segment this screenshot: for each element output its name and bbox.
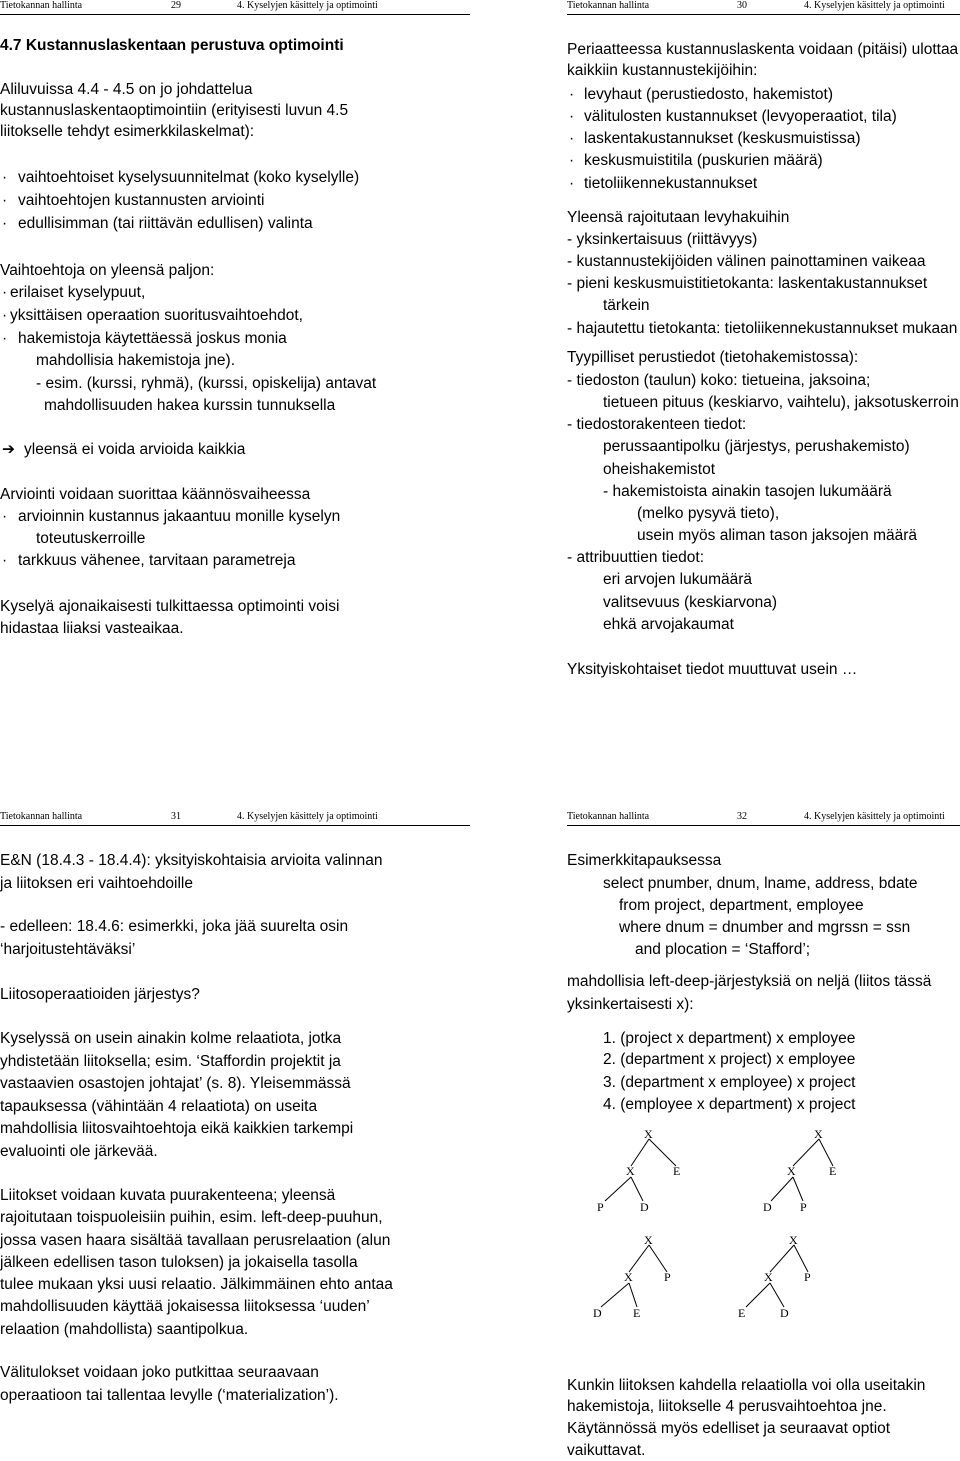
text-line: Yleensä rajoitutaan levyhakuihin [567, 209, 790, 226]
header-chapter: 4. Kyselyjen käsittely ja optimointi [804, 811, 945, 822]
tree-node-leaf: D [763, 1200, 772, 1214]
sql-line: select pnumber, dnum, lname, address, bdate [603, 875, 918, 892]
header-title: Tietokannan hallinta [567, 811, 650, 822]
text-line: yleensä ei voida arvioida kaikkia [24, 441, 246, 458]
bullet-icon: · [2, 284, 8, 301]
bullet-icon: · [2, 192, 8, 209]
tree-node-leaf: P [800, 1200, 807, 1214]
bullet-text: vaihtoehtojen kustannusten arviointi [18, 192, 265, 209]
text-line: hakemistoja, liitokselle 4 perusvaihtoehtoa jne. [567, 1398, 887, 1415]
bullet-text: hakemistoja käytettäessä joskus monia [18, 330, 287, 347]
text-line: Esimerkkitapauksessa [567, 852, 722, 869]
text-line: Aliluvuissa 4.4 - 4.5 on jo johdattelua [0, 81, 253, 98]
tree-node-join: X [624, 1270, 633, 1284]
bullet-icon: · [2, 508, 8, 525]
tree-node-root: X [644, 1129, 653, 1141]
text-line: tapauksessa (vähintään 4 relaatiota) on useita [0, 1098, 318, 1115]
bullet-text: levyhaut (perustiedosto, hakemistot) [584, 86, 833, 103]
tree-node-join: X [764, 1270, 773, 1284]
text-line: Kunkin liitoksen kahdella relaatiolla voi olla useitakin [567, 1377, 926, 1394]
text-line: vastaavien osastojen johtajat’ (s. 8). Yleisemmässä [0, 1075, 351, 1092]
ordering-item: 3. (department x employee) x project [603, 1074, 856, 1091]
header-title: Tietokannan hallinta [0, 811, 83, 822]
text-line: Arviointi voidaan suorittaa käännösvaiheessa [0, 486, 311, 503]
text-line: yhdistetään liitoksella; esim. ‘Staffordin projektit ja [0, 1053, 341, 1070]
bullet-icon: · [569, 152, 575, 169]
text-line: Vaihtoehtoja on yleensä paljon: [0, 262, 215, 279]
text-line: kaikkiin kustannustekijöihin: [567, 62, 758, 79]
text-line: tietueen pituus (keskiarvo, vaihtelu), jaksotuskerroin [603, 394, 959, 411]
bullet-text: arvioinnin kustannus jakaantuu monille kyselyn [18, 508, 341, 525]
text-line: Liitosoperaatioiden järjestys? [0, 986, 200, 1003]
text-line: valitsevuus (keskiarvona) [603, 594, 778, 611]
tree-node-leaf: E [738, 1306, 746, 1320]
bullet-text: välitulosten kustannukset (levyoperaatiot, tila) [584, 108, 897, 125]
text-line: eri arvojen lukumäärä [603, 571, 753, 588]
ordering-item: 1. (project x department) x employee [603, 1030, 856, 1047]
text-line: tulee mukaan yksi uusi relaatio. Jälkimmäinen ehto antaa [0, 1276, 393, 1293]
text-line: kustannuslaskentaoptimointiin (erityisesti luvun 4.5 [0, 102, 349, 119]
ordering-item: 4. (employee x department) x project [603, 1096, 856, 1113]
text-line: usein myös aliman tason jaksojen määrä [637, 527, 917, 544]
arrow-right-icon: ➔ [2, 441, 15, 458]
text-line: ‘harjoitustehtäväksi’ [0, 941, 136, 958]
bullet-icon: · [569, 175, 575, 192]
bullet-text: vaihtoehtoiset kyselysuunnitelmat (koko kyselylle) [18, 169, 360, 186]
tree-node-right: E [829, 1164, 837, 1178]
text-line: toteutuskerroille [36, 530, 146, 547]
text-line: Periaatteessa kustannuslaskenta voidaan (pitäisi) ulottaa [567, 41, 959, 58]
page-29 [0, 0, 470, 700]
text-line: yksinkertaisesti x): [567, 996, 694, 1013]
tree-node-root: X [644, 1235, 653, 1247]
bullet-text: tietoliikennekustannukset [584, 175, 758, 192]
page-31 [0, 811, 470, 1461]
page-header [0, 0, 470, 15]
page-header [567, 0, 960, 15]
text-line: liitokselle tehdyt esimerkkilaskelmat): [0, 123, 255, 140]
bullet-icon: · [569, 130, 575, 147]
page-header [567, 811, 960, 826]
tree-node-right: P [804, 1270, 811, 1284]
join-tree-1 [587, 1129, 707, 1219]
text-line: perussaantipolku (järjestys, perushakemisto) [603, 438, 910, 455]
sql-line: where dnum = dnumber and mgrssn = ssn [619, 919, 911, 936]
header-chapter: 4. Kyselyjen käsittely ja optimointi [237, 811, 378, 822]
bullet-text: tarkkuus vähenee, tarvitaan parametreja [18, 552, 296, 569]
join-tree-3 [587, 1235, 707, 1325]
text-line: - hajautettu tietokanta: tietoliikennekustannukset mukaan [567, 320, 958, 337]
text-line: Käytännössä myös edelliset ja seuraavat optiot [567, 1420, 891, 1437]
page-number: 29 [171, 0, 181, 11]
text-line: Yksityiskohtaiset tiedot muuttuvat usein … [567, 661, 858, 678]
text-line: tärkein [603, 297, 650, 314]
text-line: relaation (mahdollista) saantipolkua. [0, 1321, 249, 1338]
text-line: mahdollisia left-deep-järjestyksiä on neljä (liitos tässä [567, 973, 932, 990]
tree-node-root: X [789, 1235, 798, 1247]
tree-node-leaf: D [780, 1306, 789, 1320]
bullet-text: yksittäisen operaation suoritusvaihtoehdot, [10, 307, 303, 324]
bullet-icon: · [2, 169, 8, 186]
text-line: - pieni keskusmuistitietokanta: laskentakustannukset [567, 275, 928, 292]
text-line: hidastaa liiaksi vasteaikaa. [0, 620, 184, 637]
tree-node-join: X [787, 1164, 796, 1178]
text-line: vaikuttavat. [567, 1442, 646, 1459]
bullet-text: erilaiset kyselypuut, [10, 284, 146, 301]
text-line: - edelleen: 18.4.6: esimerkki, joka jää suurelta osin [0, 918, 349, 935]
text-line: rajoitutaan toispuoleisiin puihin, esim. left-deep-puuhun, [0, 1209, 383, 1226]
text-line: evaluointi ole järkevää. [0, 1143, 158, 1160]
text-line: mahdollisuuden hakea kurssin tunnuksella [44, 397, 336, 414]
tree-node-leaf: D [593, 1306, 602, 1320]
text-line: Välitulokset voidaan joko putkittaa seuraavaan [0, 1364, 319, 1381]
text-line: ja liitoksen eri vaihtoehdoille [0, 875, 194, 892]
text-line: Kyselyssä on usein ainakin kolme relaatiota, jotka [0, 1030, 342, 1047]
page-header [0, 811, 470, 826]
text-line: (melko pysyvä tieto), [637, 505, 780, 522]
text-line: ehkä arvojakaumat [603, 616, 734, 633]
header-chapter: 4. Kyselyjen käsittely ja optimointi [237, 0, 378, 11]
sql-line: from project, department, employee [619, 897, 864, 914]
text-line: mahdollisuuden käyttää jokaisessa liitoksessa ‘uuden’ [0, 1298, 370, 1315]
tree-node-leaf: P [597, 1200, 604, 1214]
text-line: - tiedoston (taulun) koko: tietueina, jaksoina; [567, 372, 871, 389]
text-line: mahdollisia liitosvaihtoehtoja eikä kaikkien tarkempi [0, 1120, 354, 1137]
text-line: Kyselyä ajonaikaisesti tulkittaessa optimointi voisi [0, 598, 340, 615]
header-chapter: 4. Kyselyjen käsittely ja optimointi [804, 0, 945, 11]
text-line: - hakemistoista ainakin tasojen lukumäärä [603, 483, 892, 500]
page-30 [567, 0, 960, 700]
bullet-text: keskusmuistitila (puskurien määrä) [584, 152, 823, 169]
text-line: - attribuuttien tiedot: [567, 549, 704, 566]
header-title: Tietokannan hallinta [0, 0, 83, 11]
bullet-text: laskentakustannukset (keskusmuistissa) [584, 130, 861, 147]
text-line: - yksinkertaisuus (riittävyys) [567, 231, 758, 248]
bullet-icon: · [2, 552, 8, 569]
text-line: operaatioon tai tallentaa levylle (‘materialization’). [0, 1387, 339, 1404]
text-line: E&N (18.4.3 - 18.4.4): yksityiskohtaisia arvioita valinnan [0, 852, 383, 869]
bullet-text: edullisimman (tai riittävän edullisen) valinta [18, 215, 313, 232]
tree-node-root: X [814, 1129, 823, 1141]
bullet-icon: · [569, 86, 575, 103]
page-number: 30 [737, 0, 747, 11]
join-tree-2 [757, 1129, 877, 1219]
ordering-item: 2. (department x project) x employee [603, 1051, 856, 1068]
tree-node-leaf: D [640, 1200, 649, 1214]
text-line: Liitokset voidaan kuvata puurakenteena; yleensä [0, 1187, 336, 1204]
page-number: 32 [737, 811, 747, 822]
text-line: - esim. (kurssi, ryhmä), (kurssi, opiskelija) antavat [36, 375, 377, 392]
join-tree-4 [732, 1235, 852, 1325]
bullet-icon: · [2, 307, 8, 324]
bullet-icon: · [2, 215, 8, 232]
section-heading: 4.7 Kustannuslaskentaan perustuva optimointi [0, 37, 344, 54]
text-line: Tyypilliset perustiedot (tietohakemistossa): [567, 349, 859, 366]
page-number: 31 [171, 811, 181, 822]
bullet-icon: · [2, 330, 8, 347]
text-line: jossa vasen haara sisältää tavallaan perusrelaation (alun [0, 1232, 391, 1249]
tree-node-leaf: E [633, 1306, 641, 1320]
header-title: Tietokannan hallinta [567, 0, 650, 11]
bullet-icon: · [569, 108, 575, 125]
text-line: - kustannustekijöiden välinen painottaminen vaikeaa [567, 253, 926, 270]
tree-node-right: P [664, 1270, 671, 1284]
text-line: jälkeen edellisen tason tuloksen) ja jokaisella tasolla [0, 1254, 358, 1271]
text-line: oheishakemistot [603, 461, 716, 478]
tree-node-right: E [673, 1164, 681, 1178]
text-line: mahdollisia hakemistoja jne). [36, 352, 236, 369]
page-32 [567, 811, 960, 1461]
sql-line: and plocation = ‘Stafford’; [635, 941, 811, 958]
tree-node-join: X [626, 1164, 635, 1178]
text-line: - tiedostorakenteen tiedot: [567, 416, 747, 433]
